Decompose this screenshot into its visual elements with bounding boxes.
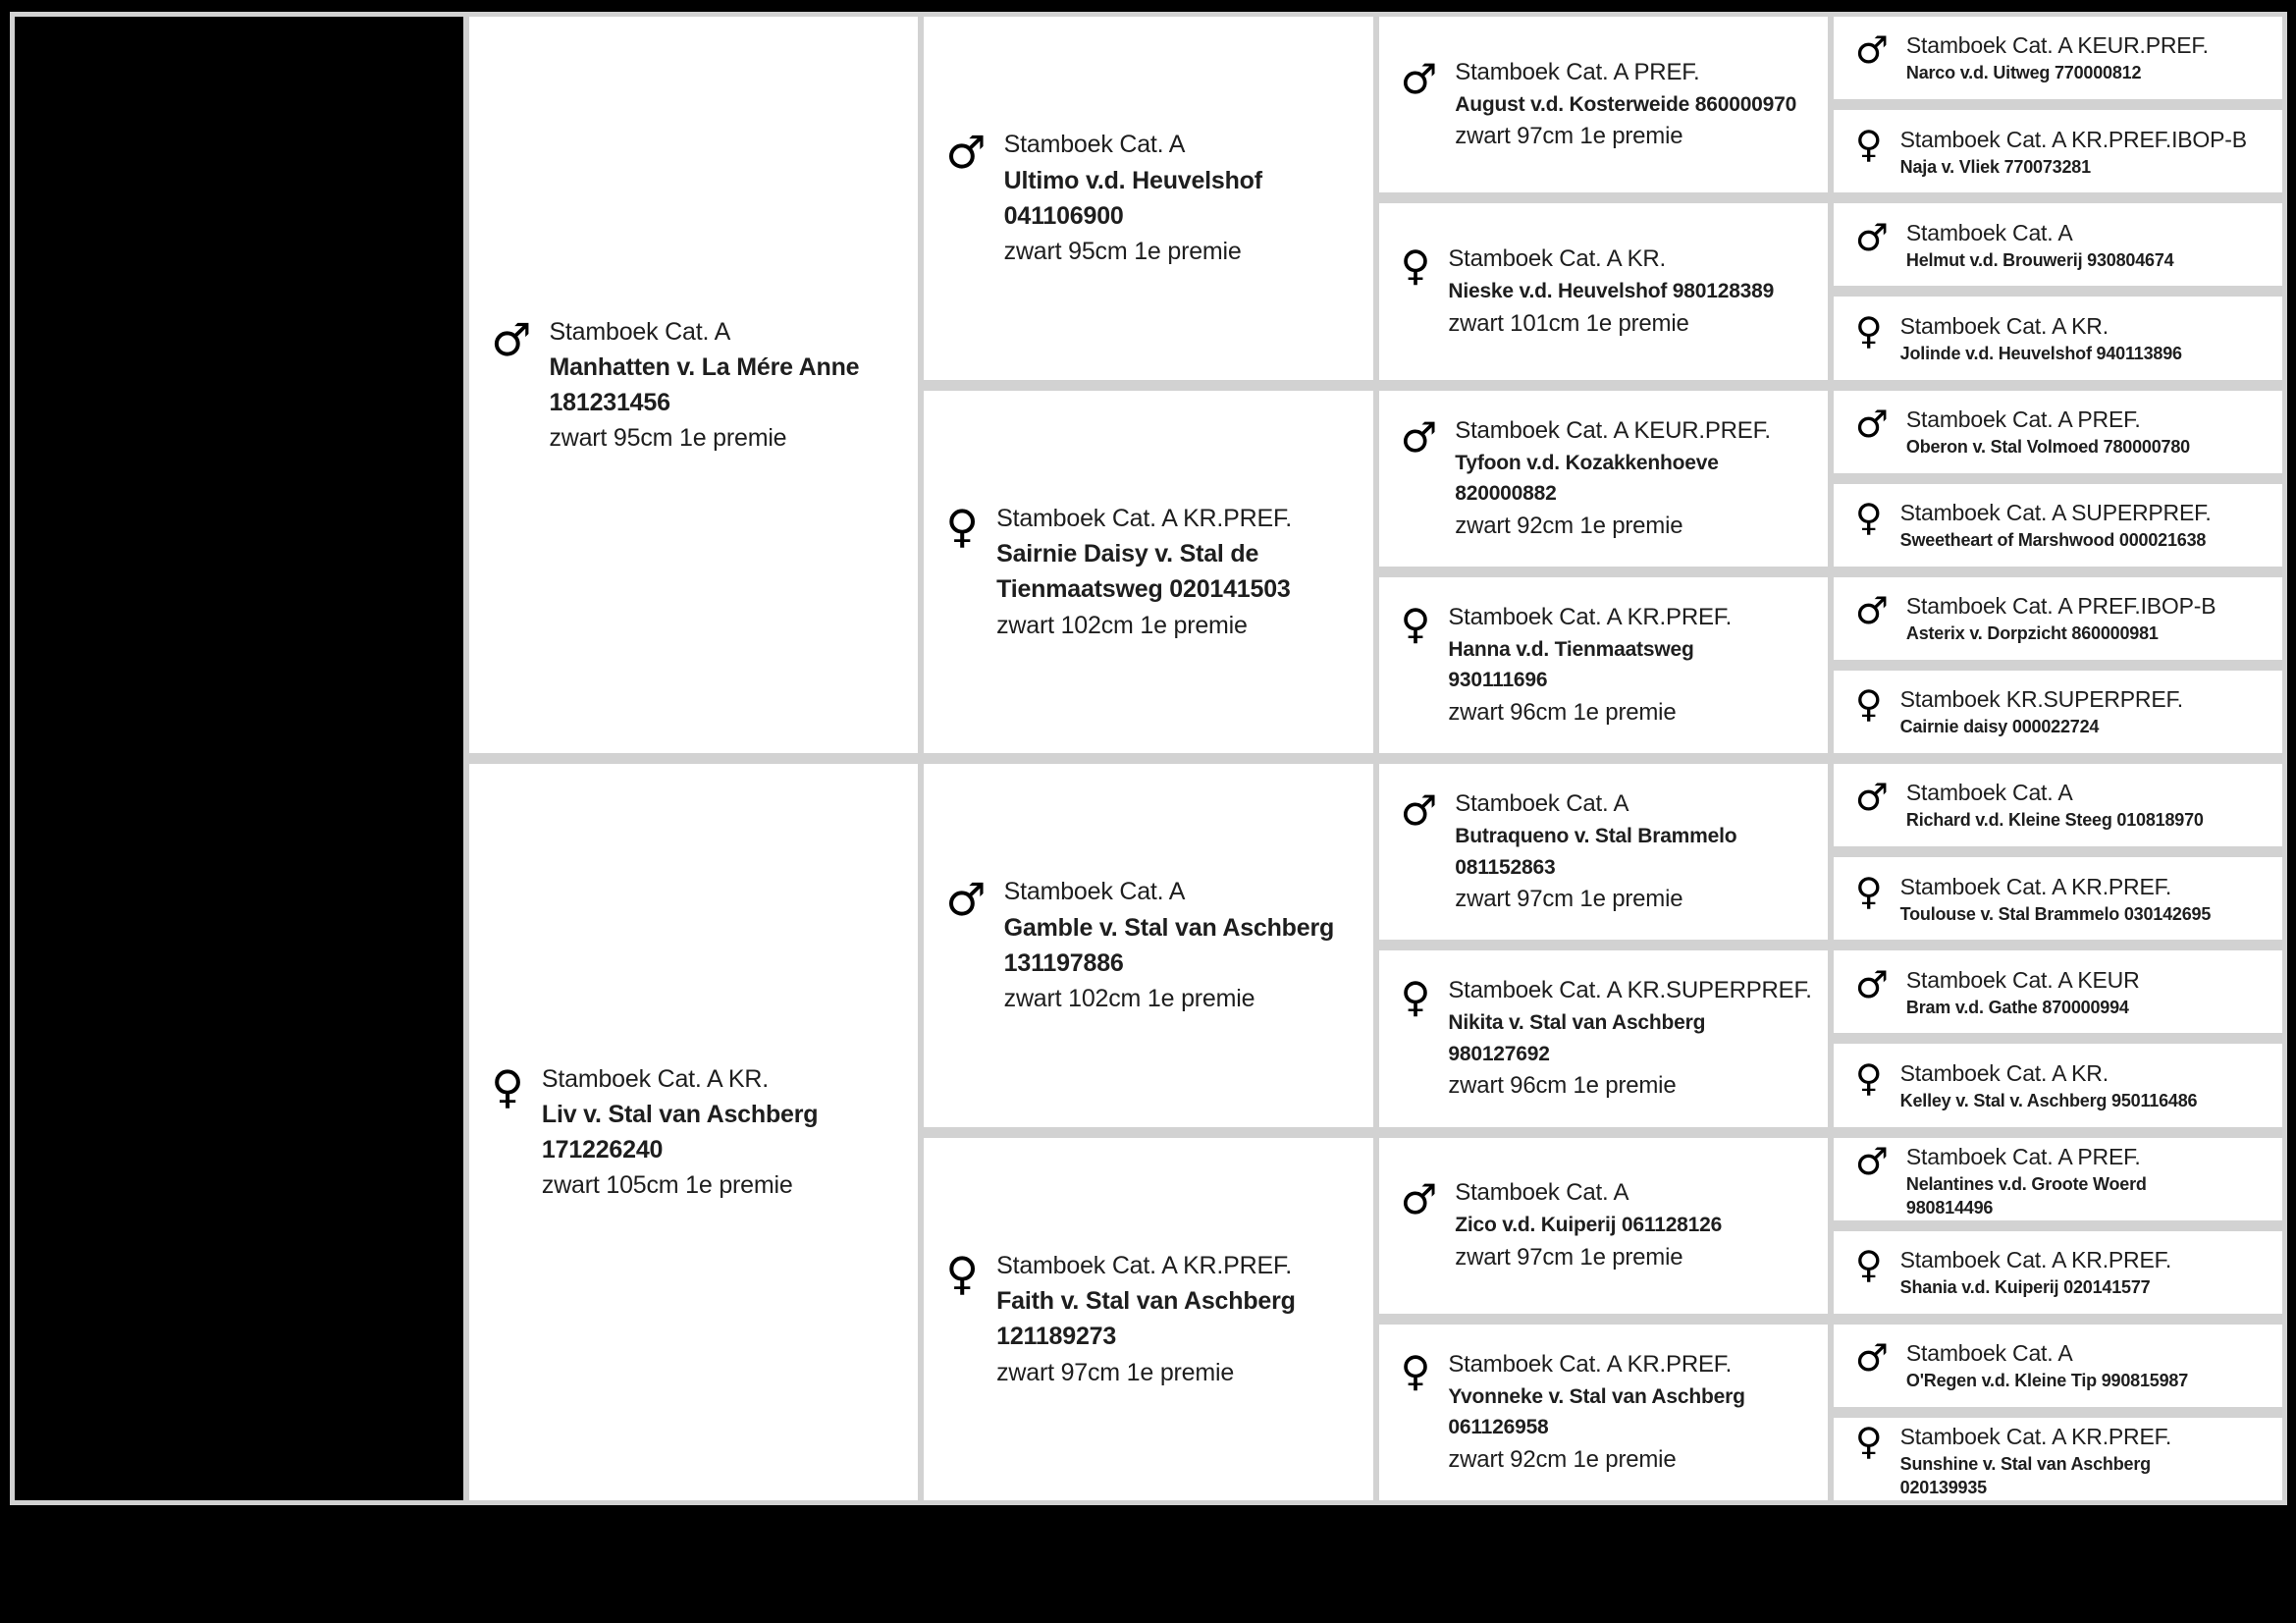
pedigree-cell — [1379, 1138, 1828, 1314]
horse-name-line: August v.d. Kosterweide 860000970 — [1455, 92, 1797, 116]
male-icon: ♂ — [1854, 589, 1889, 633]
horse-name — [1900, 528, 2212, 552]
pedigree-cell — [1834, 764, 2282, 846]
pedigree-cell-content — [1834, 868, 2282, 930]
horse-name-line: Manhatten v. La Mére Anne — [549, 352, 860, 381]
pedigree-cell — [1379, 391, 1828, 567]
studbook-category: Stamboek Cat. A KR.PREF. — [996, 504, 1292, 532]
horse-details: zwart 102cm 1e premie — [1003, 985, 1255, 1012]
female-icon: ♀ — [1854, 1243, 1883, 1287]
male-icon: ♂ — [1400, 412, 1438, 461]
horse-name — [1900, 715, 2183, 738]
pedigree-cell-content — [924, 870, 1372, 1020]
pedigree-cell-content — [1834, 1241, 2282, 1303]
pedigree-cell-content — [1834, 774, 2282, 836]
pedigree-cell — [924, 17, 1372, 380]
pedigree-cell-content — [1834, 1418, 2282, 1500]
male-icon: ♂ — [1854, 215, 1889, 259]
studbook-category: Stamboek Cat. A SUPERPREF. — [1899, 500, 2212, 526]
horse-name — [1004, 910, 1334, 982]
horse-name-line: Bram v.d. Gathe 870000994 — [1905, 997, 2129, 1017]
studbook-category: Stamboek Cat. A KR.PREF. — [1448, 603, 1733, 630]
horse-details: zwart 92cm 1e premie — [1448, 1445, 1677, 1473]
pedigree-cell — [1834, 1044, 2282, 1126]
horse-name-line: 020139935 — [1899, 1478, 1987, 1498]
pedigree-cell-content — [1834, 27, 2282, 88]
horse-name-line: Gamble v. Stal van Aschberg — [1003, 913, 1335, 942]
horse-name-line: Liv v. Stal van Aschberg — [541, 1100, 819, 1128]
female-icon: ♀ — [1400, 1346, 1431, 1395]
pedigree-cell — [1834, 577, 2282, 660]
horse-name-line: 081152863 — [1455, 855, 1556, 879]
horse-name-line: Zico v.d. Kuiperij 061128126 — [1455, 1214, 1723, 1237]
studbook-category: Stamboek Cat. A KR. — [1899, 312, 2109, 339]
female-icon: ♀ — [1400, 973, 1431, 1022]
pedigree-cell-content — [1834, 307, 2282, 369]
horse-details: zwart 102cm 1e premie — [996, 611, 1248, 639]
horse-name — [996, 1283, 1296, 1355]
horse-name — [1906, 435, 2190, 459]
studbook-category: Stamboek Cat. A KEUR — [1905, 966, 2140, 993]
male-icon: ♂ — [491, 312, 532, 366]
horse-details: zwart 101cm 1e premie — [1448, 309, 1689, 337]
pedigree-cell-content — [1834, 961, 2282, 1023]
horse-name — [1448, 634, 1732, 696]
horse-name — [1900, 1275, 2171, 1299]
pedigree-cell-content — [1379, 1172, 1828, 1278]
studbook-category: Stamboek Cat. A PREF. — [1905, 406, 2141, 432]
pedigree-cell — [1379, 577, 1828, 753]
horse-details: zwart 92cm 1e premie — [1455, 512, 1683, 539]
pedigree-cell-content — [1834, 587, 2282, 649]
pedigree-cell — [1834, 17, 2282, 99]
pedigree-cell — [1834, 484, 2282, 567]
male-icon: ♂ — [1854, 402, 1889, 446]
pedigree-cell — [924, 764, 1372, 1127]
horse-name — [1906, 1172, 2147, 1220]
pedigree-cell — [1834, 297, 2282, 379]
female-icon: ♀ — [1854, 1055, 1883, 1100]
horse-name — [542, 1097, 818, 1168]
studbook-category: Stamboek Cat. A PREF. — [1905, 1143, 2141, 1169]
pedigree-cell-content — [1379, 52, 1828, 158]
pedigree-cell-content — [1834, 121, 2282, 183]
horse-name-line: 930111696 — [1448, 669, 1548, 692]
pedigree-table — [10, 12, 2287, 1505]
horse-name — [1455, 89, 1796, 121]
female-icon: ♀ — [1854, 682, 1883, 727]
male-icon: ♂ — [1854, 1336, 1889, 1380]
horse-name — [1448, 1007, 1811, 1069]
horse-name-line: 980127692 — [1448, 1042, 1550, 1065]
pedigree-cell — [1834, 857, 2282, 940]
horse-name — [1906, 1369, 2188, 1392]
horse-name-line: Sairnie Daisy v. Stal de — [996, 540, 1259, 568]
horse-name — [1906, 622, 2216, 645]
horse-name-line: 171226240 — [541, 1136, 664, 1163]
horse-name — [549, 350, 859, 421]
female-icon: ♀ — [945, 499, 980, 553]
pedigree-cell — [1379, 950, 1828, 1126]
male-icon: ♂ — [1854, 776, 1889, 820]
horse-name-line: Richard v.d. Kleine Steeg 010818970 — [1905, 810, 2204, 831]
horse-name — [1900, 155, 2247, 179]
studbook-category: Stamboek Cat. A PREF. — [1455, 58, 1700, 85]
pedigree-cell-content — [1834, 401, 2282, 462]
horse-name — [1004, 163, 1262, 235]
studbook-category: Stamboek Cat. A — [549, 317, 731, 346]
female-icon: ♀ — [1854, 308, 1883, 352]
pedigree-cell-content — [1379, 597, 1828, 733]
horse-name — [1455, 1210, 1722, 1241]
male-icon: ♂ — [1400, 54, 1438, 103]
studbook-category: Stamboek Cat. A KR.PREF. — [1899, 873, 2172, 899]
pedigree-cell — [1379, 1325, 1828, 1500]
horse-name-line: Helmut v.d. Brouwerij 930804674 — [1905, 249, 2174, 270]
horse-details: zwart 95cm 1e premie — [1003, 238, 1242, 265]
male-icon: ♂ — [1400, 1175, 1438, 1224]
female-icon: ♀ — [1854, 496, 1883, 540]
horse-name-line: 820000882 — [1455, 482, 1557, 506]
studbook-category: Stamboek Cat. A KEUR.PREF. — [1905, 32, 2209, 59]
pedigree-cell — [1834, 671, 2282, 753]
horse-name-line: Hanna v.d. Tienmaatsweg — [1448, 637, 1694, 661]
pedigree-cell-content — [1834, 214, 2282, 276]
male-icon: ♂ — [1854, 28, 1889, 73]
horse-name-line: Butraqueno v. Stal Brammelo — [1455, 825, 1737, 848]
studbook-category: Stamboek Cat. A KR. — [1448, 245, 1667, 273]
horse-name-line: O'Regen v.d. Kleine Tip 990815987 — [1905, 1371, 2189, 1391]
horse-name — [1900, 1089, 2198, 1112]
studbook-category: Stamboek Cat. A KR.PREF. — [996, 1251, 1292, 1279]
horse-details: zwart 95cm 1e premie — [549, 424, 787, 453]
studbook-category: Stamboek Cat. A KEUR.PREF. — [1455, 416, 1771, 444]
horse-name — [1906, 996, 2140, 1019]
studbook-category: Stamboek Cat. A — [1003, 878, 1186, 906]
horse-name-line: 121189273 — [996, 1323, 1117, 1351]
male-icon: ♂ — [945, 873, 987, 927]
horse-details: zwart 97cm 1e premie — [996, 1358, 1235, 1386]
horse-details: zwart 97cm 1e premie — [1455, 1243, 1683, 1271]
studbook-category: Stamboek Cat. A KR.PREF. — [1899, 1247, 2172, 1273]
pedigree-cell-content — [924, 123, 1372, 273]
studbook-category: Stamboek Cat. A KR.PREF. — [1448, 1350, 1733, 1378]
pedigree-cell — [1834, 1418, 2282, 1500]
male-icon: ♂ — [1400, 786, 1438, 836]
pedigree-cell — [1379, 17, 1828, 192]
pedigree-cell — [1834, 1325, 2282, 1407]
pedigree-cell-content — [1379, 410, 1828, 547]
male-icon: ♂ — [945, 126, 987, 180]
horse-name — [1448, 1381, 1744, 1443]
horse-name-line: Shania v.d. Kuiperij 020141577 — [1899, 1277, 2151, 1298]
studbook-category: Stamboek Cat. A KR. — [1899, 1059, 2109, 1086]
horse-details: zwart 97cm 1e premie — [1455, 123, 1683, 150]
pedigree-cell-content — [1834, 680, 2282, 742]
pedigree-cell-content — [469, 1057, 918, 1208]
pedigree-cell-content — [924, 497, 1372, 647]
horse-name-line: Kelley v. Stal v. Aschberg 950116486 — [1899, 1090, 2198, 1110]
horse-name-line: Jolinde v.d. Heuvelshof 940113896 — [1899, 343, 2182, 363]
generation-column-great-great-grandparents — [1834, 17, 2282, 1500]
horse-name-line: 980814496 — [1905, 1197, 1994, 1217]
pedigree-cell-content — [1379, 784, 1828, 920]
horse-name — [996, 536, 1292, 608]
generation-column-great-grandparents — [1379, 17, 1828, 1500]
horse-details: zwart 97cm 1e premie — [1455, 886, 1683, 913]
studbook-category: Stamboek Cat. A PREF.IBOP-B — [1905, 593, 2216, 620]
horse-name — [1900, 1452, 2171, 1500]
horse-name — [1455, 821, 1736, 883]
pedigree-cell-content — [1379, 239, 1828, 345]
pedigree-cell — [1834, 203, 2282, 286]
horse-name-line: 181231456 — [549, 389, 670, 416]
pedigree-cell — [1834, 1231, 2282, 1314]
pedigree-cell — [1834, 110, 2282, 192]
horse-name-line: Cairnie daisy 000022724 — [1899, 717, 2100, 737]
pedigree-cell — [1834, 391, 2282, 473]
studbook-category: Stamboek Cat. A KR.PREF.IBOP-B — [1899, 126, 2247, 152]
studbook-category: Stamboek Cat. A — [1455, 1179, 1629, 1207]
studbook-category: Stamboek Cat. A — [1905, 780, 2073, 806]
studbook-category: Stamboek Cat. A — [1455, 790, 1629, 818]
studbook-category: Stamboek Cat. A KR.SUPERPREF. — [1448, 977, 1812, 1004]
pedigree-cell — [924, 391, 1372, 754]
horse-name-line: Oberon v. Stal Volmoed 780000780 — [1905, 436, 2190, 457]
pedigree-cell — [1834, 1138, 2282, 1220]
horse-name-line: Nieske v.d. Heuvelshof 980128389 — [1448, 280, 1775, 303]
pedigree-cell — [1379, 764, 1828, 940]
horse-name — [1900, 342, 2182, 365]
horse-name-line: Faith v. Stal van Aschberg — [996, 1287, 1296, 1315]
pedigree-cell-content — [469, 310, 918, 460]
horse-name-line: 041106900 — [1003, 201, 1124, 230]
horse-name-line: 061126958 — [1448, 1416, 1549, 1439]
female-icon: ♀ — [945, 1246, 980, 1300]
studbook-category: Stamboek KR.SUPERPREF. — [1899, 686, 2183, 713]
female-icon: ♀ — [1400, 599, 1431, 648]
horse-name — [1900, 902, 2211, 926]
studbook-category: Stamboek Cat. A — [1905, 1340, 2073, 1367]
horse-name — [1448, 276, 1774, 307]
horse-name — [1906, 61, 2209, 84]
horse-name-line: Yvonneke v. Stal van Aschberg — [1448, 1384, 1745, 1408]
female-icon: ♀ — [1854, 122, 1883, 166]
horse-name-line: Sweetheart of Marshwood 000021638 — [1899, 530, 2207, 551]
female-icon: ♀ — [491, 1059, 524, 1113]
horse-name — [1455, 448, 1771, 510]
female-icon: ♀ — [1400, 242, 1431, 291]
pedigree-cell-content — [1834, 1055, 2282, 1116]
horse-details: zwart 96cm 1e premie — [1448, 1072, 1677, 1100]
horse-name-line: Ultimo v.d. Heuvelshof — [1003, 166, 1262, 194]
pedigree-cell-content — [1834, 494, 2282, 556]
studbook-category: Stamboek Cat. A — [1003, 131, 1186, 159]
studbook-category: Stamboek Cat. A KR. — [541, 1064, 769, 1093]
male-icon: ♂ — [1854, 962, 1889, 1006]
pedigree-cell — [1834, 950, 2282, 1033]
horse-name-line: Sunshine v. Stal van Aschberg — [1899, 1453, 2151, 1474]
male-icon: ♂ — [1854, 1139, 1889, 1183]
pedigree-cell-content — [924, 1244, 1372, 1394]
pedigree-cell-content — [1834, 1138, 2282, 1220]
studbook-category: Stamboek Cat. A KR.PREF. — [1899, 1423, 2172, 1449]
horse-name-line: Asterix v. Dorpzicht 860000981 — [1905, 623, 2159, 644]
horse-name-line: Narco v.d. Uitweg 770000812 — [1905, 63, 2142, 83]
horse-details: zwart 105cm 1e premie — [541, 1171, 793, 1200]
horse-name-line: Naja v. Vliek 770073281 — [1899, 156, 2091, 177]
pedigree-cell — [469, 17, 918, 753]
pedigree-cell-content — [1379, 1344, 1828, 1481]
horse-name — [1906, 248, 2174, 272]
horse-name — [1906, 808, 2204, 832]
pedigree-cell — [924, 1138, 1372, 1501]
horse-name-line: Nikita v. Stal van Aschberg — [1448, 1011, 1706, 1035]
generation-column-grandparents — [924, 17, 1372, 1500]
studbook-category: Stamboek Cat. A — [1905, 219, 2073, 245]
horse-name-line: Tyfoon v.d. Kozakkenhoeve — [1455, 451, 1719, 474]
pedigree-cell-content — [1379, 970, 1828, 1107]
subject-cell-redacted — [15, 17, 463, 1500]
horse-name-line: 131197886 — [1003, 948, 1124, 977]
horse-name-line: Tienmaatsweg 020141503 — [996, 575, 1291, 604]
horse-name-line: Nelantines v.d. Groote Woerd — [1905, 1173, 2147, 1194]
female-icon: ♀ — [1854, 1419, 1883, 1463]
pedigree-cell — [469, 764, 918, 1500]
generation-column-subject — [15, 17, 463, 1500]
female-icon: ♀ — [1854, 869, 1883, 913]
pedigree-cell — [1379, 203, 1828, 379]
pedigree-cell-content — [1834, 1334, 2282, 1396]
horse-details: zwart 96cm 1e premie — [1448, 698, 1677, 726]
generation-column-parents — [469, 17, 918, 1500]
horse-name-line: Toulouse v. Stal Brammelo 030142695 — [1899, 903, 2212, 924]
